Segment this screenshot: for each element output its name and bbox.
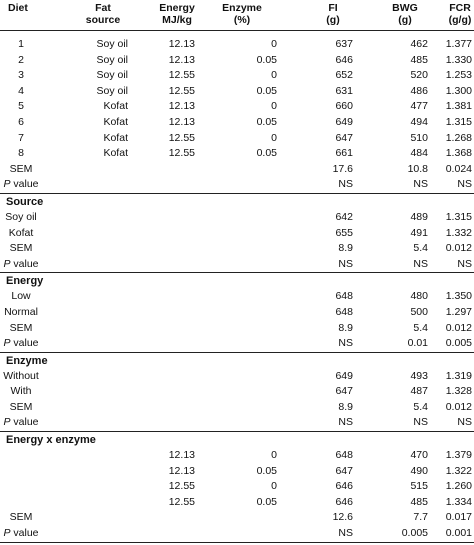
table-row: [0, 369, 474, 385]
table-row: [0, 99, 474, 115]
fcr-value: 0.012: [445, 321, 472, 334]
bwg-value: 515: [410, 480, 428, 493]
enzyme-value: 0: [271, 38, 277, 50]
diet-number: 4: [18, 84, 24, 97]
bwg-value: 470: [410, 449, 428, 462]
section-title: Enzyme: [6, 354, 48, 367]
table-row: [0, 289, 474, 305]
fcr-value: 1.260: [445, 480, 472, 493]
fi-value: 17.6: [332, 162, 353, 175]
p-value-label: P value: [3, 527, 39, 540]
p-value-label: P value: [3, 257, 39, 270]
bwg-value: 5.4: [413, 321, 428, 334]
row-label: Low: [11, 290, 31, 303]
energy-value: 12.55: [168, 495, 195, 508]
fcr-value: NS: [457, 257, 472, 270]
energy-value: 12.13: [168, 100, 195, 113]
p-value-row: [0, 257, 474, 274]
fi-value: NS: [338, 337, 353, 350]
energy-value: 12.13: [168, 53, 195, 66]
enzyme-value: 0: [271, 100, 277, 113]
bwg-value: 493: [410, 369, 428, 382]
bwg-value: 487: [410, 385, 428, 398]
header-fi: FI (g): [326, 2, 340, 26]
diet-number: 7: [18, 131, 24, 144]
fi-value: NS: [338, 416, 353, 429]
section-heading-energy-x-enzyme: [0, 432, 474, 448]
sem-label: SEM: [9, 511, 33, 524]
sem-row: [0, 400, 474, 416]
energy-value: 12.55: [168, 131, 195, 144]
energy-value: 12.55: [168, 69, 195, 82]
bwg-value: NS: [413, 178, 428, 191]
fi-value: 8.9: [338, 321, 353, 334]
fi-value: 649: [335, 369, 353, 382]
fcr-value: 0.017: [445, 511, 472, 524]
fi-value: 647: [335, 464, 353, 477]
table-row: [0, 448, 474, 464]
p-value-label: P value: [3, 416, 39, 429]
diet-number: 6: [18, 115, 24, 128]
fcr-value: 1.377: [445, 38, 472, 50]
diet-number: 5: [18, 100, 24, 113]
fcr-value: 1.379: [445, 449, 472, 462]
bwg-value: 462: [410, 38, 428, 50]
bwg-value: 520: [410, 69, 428, 82]
fat-source: Kofat: [103, 147, 128, 160]
section-title: Source: [6, 195, 44, 208]
fi-value: 652: [335, 69, 353, 82]
fcr-value: 1.319: [445, 369, 472, 382]
header-diet: Diet: [8, 2, 28, 14]
section-title: Energy: [6, 275, 44, 288]
energy-value: 12.55: [168, 480, 195, 493]
sem-label: SEM: [9, 242, 33, 255]
fcr-value: 1.315: [445, 210, 472, 223]
section-title: Energy x enzyme: [6, 434, 96, 447]
fat-source: Soy oil: [96, 53, 128, 66]
fcr-value: 1.297: [445, 305, 472, 318]
enzyme-value: 0: [271, 449, 277, 462]
diet-number: 3: [18, 69, 24, 82]
sem-row: [0, 241, 474, 257]
p-value-label: P value: [3, 337, 39, 350]
fcr-value: 1.332: [445, 226, 472, 239]
diet-number: 2: [18, 53, 24, 66]
energy-value: 12.55: [168, 147, 195, 160]
table-row: [0, 37, 474, 53]
fat-source: Kofat: [103, 115, 128, 128]
fat-source: Kofat: [103, 131, 128, 144]
table-row: [0, 384, 474, 400]
table-header: [0, 0, 474, 31]
diet-number: 1: [18, 38, 24, 50]
fi-value: 646: [335, 480, 353, 493]
table-row: [0, 305, 474, 321]
energy-value: 12.13: [168, 449, 195, 462]
fi-value: 647: [335, 385, 353, 398]
table-row: [0, 68, 474, 84]
table-row: [0, 479, 474, 495]
table-row: [0, 53, 474, 69]
fi-value: 655: [335, 226, 353, 239]
energy-value: 12.13: [168, 115, 195, 128]
fat-source: Kofat: [103, 100, 128, 113]
bwg-value: 489: [410, 210, 428, 223]
fi-value: 631: [335, 84, 353, 97]
enzyme-value: 0.05: [256, 147, 277, 160]
table-row: [0, 115, 474, 131]
fi-value: 12.6: [332, 511, 353, 524]
fcr-value: 0.012: [445, 400, 472, 413]
energy-value: 12.13: [168, 38, 195, 50]
fi-value: 660: [335, 100, 353, 113]
fat-source: Soy oil: [96, 38, 128, 50]
fi-value: 648: [335, 305, 353, 318]
header-enzyme: Enzyme (%): [222, 2, 262, 26]
fcr-value: 1.328: [445, 385, 472, 398]
bwg-value: 485: [410, 495, 428, 508]
fat-source: Soy oil: [96, 69, 128, 82]
fi-value: 661: [335, 147, 353, 160]
header-fcr: FCR (g/g): [448, 2, 472, 26]
fi-value: NS: [338, 257, 353, 270]
bwg-value: 500: [410, 305, 428, 318]
fcr-value: 1.381: [445, 100, 472, 113]
fi-value: NS: [338, 527, 353, 540]
fat-source: Soy oil: [96, 84, 128, 97]
bwg-value: NS: [413, 257, 428, 270]
table-row: [0, 464, 474, 480]
bwg-value: 0.01: [407, 337, 428, 350]
enzyme-value: 0: [271, 69, 277, 82]
fi-value: NS: [338, 178, 353, 191]
fcr-value: 1.368: [445, 147, 472, 160]
table-row: [0, 131, 474, 147]
fi-value: 647: [335, 131, 353, 144]
bwg-value: 7.7: [413, 511, 428, 524]
fcr-value: 0.005: [445, 337, 472, 350]
table-row: [0, 210, 474, 226]
sem-label: SEM: [9, 400, 33, 413]
fcr-value: 1.253: [445, 69, 472, 82]
enzyme-value: 0: [271, 480, 277, 493]
bwg-value: 10.8: [407, 162, 428, 175]
fi-value: 646: [335, 53, 353, 66]
header-bwg: BWG (g): [392, 2, 418, 26]
diet-number: 8: [18, 147, 24, 160]
fcr-value: 1.330: [445, 53, 472, 66]
header-energy: Energy MJ/kg: [159, 2, 195, 26]
section-heading-source: [0, 194, 474, 210]
table-row: [0, 226, 474, 242]
bwg-value: 485: [410, 53, 428, 66]
bwg-value: 5.4: [413, 242, 428, 255]
enzyme-value: 0.05: [256, 115, 277, 128]
bwg-value: 477: [410, 100, 428, 113]
row-label: With: [10, 385, 32, 398]
fcr-value: 1.334: [445, 495, 472, 508]
enzyme-value: 0.05: [256, 495, 277, 508]
bwg-value: 490: [410, 464, 428, 477]
table-row: [0, 146, 474, 162]
bwg-value: 480: [410, 290, 428, 303]
enzyme-value: 0: [271, 131, 277, 144]
fcr-value: 1.268: [445, 131, 472, 144]
fcr-value: 1.315: [445, 115, 472, 128]
fcr-value: 1.322: [445, 464, 472, 477]
fi-value: 646: [335, 495, 353, 508]
sem-row: [0, 162, 474, 178]
energy-value: 12.55: [168, 84, 195, 97]
header-fat-source: Fat source: [85, 2, 121, 26]
bwg-value: 484: [410, 147, 428, 160]
section-heading-energy: [0, 273, 474, 289]
table-row: [0, 495, 474, 511]
fi-value: 649: [335, 115, 353, 128]
row-label: Without: [3, 369, 39, 382]
sem-row: [0, 321, 474, 337]
sem-row: [0, 510, 474, 526]
fcr-value: 0.001: [445, 527, 472, 540]
bwg-value: 510: [410, 131, 428, 144]
fi-value: 8.9: [338, 400, 353, 413]
row-label: Kofat: [8, 226, 34, 239]
section-heading-enzyme: [0, 353, 474, 369]
fcr-value: 1.350: [445, 290, 472, 303]
sem-label: SEM: [9, 162, 33, 175]
sem-label: SEM: [9, 321, 33, 334]
fi-value: 637: [335, 38, 353, 50]
p-value-row: [0, 526, 474, 543]
enzyme-value: 0.05: [256, 84, 277, 97]
row-label: Soy oil: [5, 210, 37, 223]
row-label: Normal: [4, 305, 38, 318]
bwg-value: 5.4: [413, 400, 428, 413]
fcr-value: NS: [457, 178, 472, 191]
enzyme-value: 0.05: [256, 464, 277, 477]
bwg-value: 0.005: [401, 527, 428, 540]
fcr-value: 1.300: [445, 84, 472, 97]
fcr-value: NS: [457, 416, 472, 429]
energy-value: 12.13: [168, 464, 195, 477]
p-value-row: [0, 415, 474, 432]
p-value-label: P value: [3, 178, 39, 191]
fcr-value: 0.012: [445, 242, 472, 255]
bwg-value: 491: [410, 226, 428, 239]
fi-value: 648: [335, 449, 353, 462]
p-value-row: [0, 336, 474, 353]
fcr-value: 0.024: [445, 162, 472, 175]
table-row: [0, 84, 474, 100]
fi-value: 642: [335, 210, 353, 223]
fi-value: 8.9: [338, 242, 353, 255]
bwg-value: NS: [413, 416, 428, 429]
fi-value: 648: [335, 290, 353, 303]
bwg-value: 486: [410, 84, 428, 97]
bwg-value: 494: [410, 115, 428, 128]
enzyme-value: 0.05: [256, 53, 277, 66]
p-value-row: [0, 177, 474, 194]
